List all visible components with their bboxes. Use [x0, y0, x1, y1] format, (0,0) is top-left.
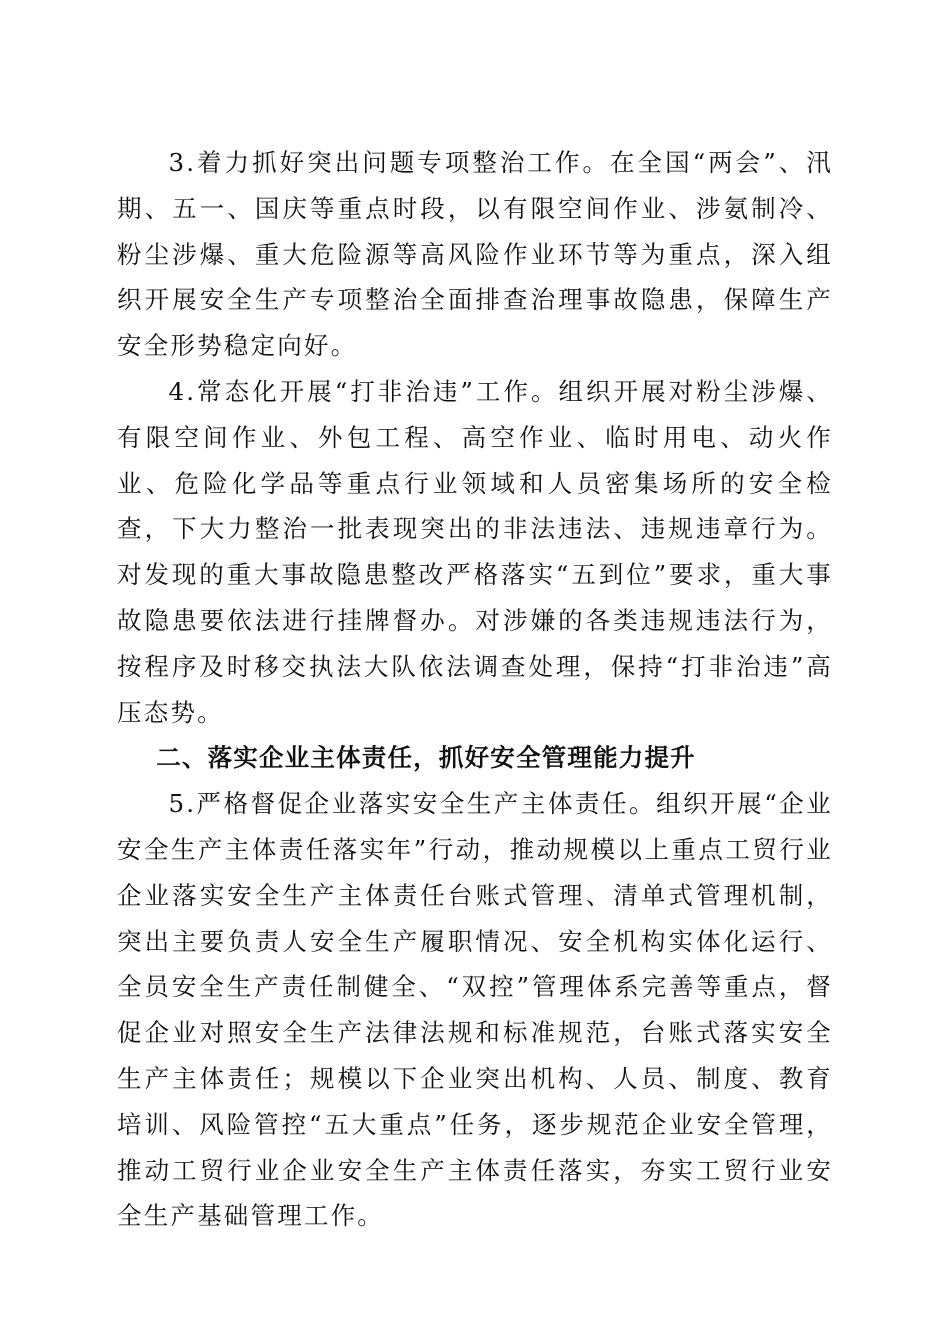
document-body — [117, 140, 833, 1239]
paragraph-item-5: 5.严格督促企业落实安全生产主体责任。组织开展“企业安全生产主体责任落实年”行动，推动规模以上重点工贸行业企业落实安全生产主体责任台账式管理、清单式管理机制，突出主要负责人安全生产履职情况、安全机构实体化运行、全员安全生产责任制健全、“双控”管理体系完善等重点，督促企业对照安全生产法律法规和标准规范，台账式落实安全生产主体责任；规模以下企业突出机构、人员、制度、教育培训、风险管控“五大重点”任务，逐步规范企业安全管理，推动工贸行业企业安全生产主体责任落实，夯实工贸行业安全生产基础管理工作。 — [117, 789, 833, 1231]
paragraph-item-4: 4.常态化开展“打非治违”工作。组织开展对粉尘涉爆、有限空间作业、外包工程、高空作业、临时用电、动火作业、危险化学品等重点行业领域和人员密集场所的安全检查，下大力整治一批表现突出的非法违法、违规违章行为。对发现的重大事故隐患整改严格落实“五到位”要求，重大事故隐患要依法进行挂牌督办。对涉嫌的各类违规违法行为，按程序及时移交执法大队依法调查处理，保持“打非治违”高压态势。 — [117, 376, 833, 727]
section-heading-2: 二、落实企业主体责任，抓好安全管理能力提升 — [156, 743, 696, 773]
paragraph-item-3: 3.着力抓好突出问题专项整治工作。在全国“两会”、汛期、五一、国庆等重点时段，以有限空间作业、涉氨制冷、粉尘涉爆、重大危险源等高风险作业环节等为重点，深入组织开展安全生产专项整治全面排查治理事故隐患，保障生产安全形势稳定向好。 — [117, 148, 833, 361]
